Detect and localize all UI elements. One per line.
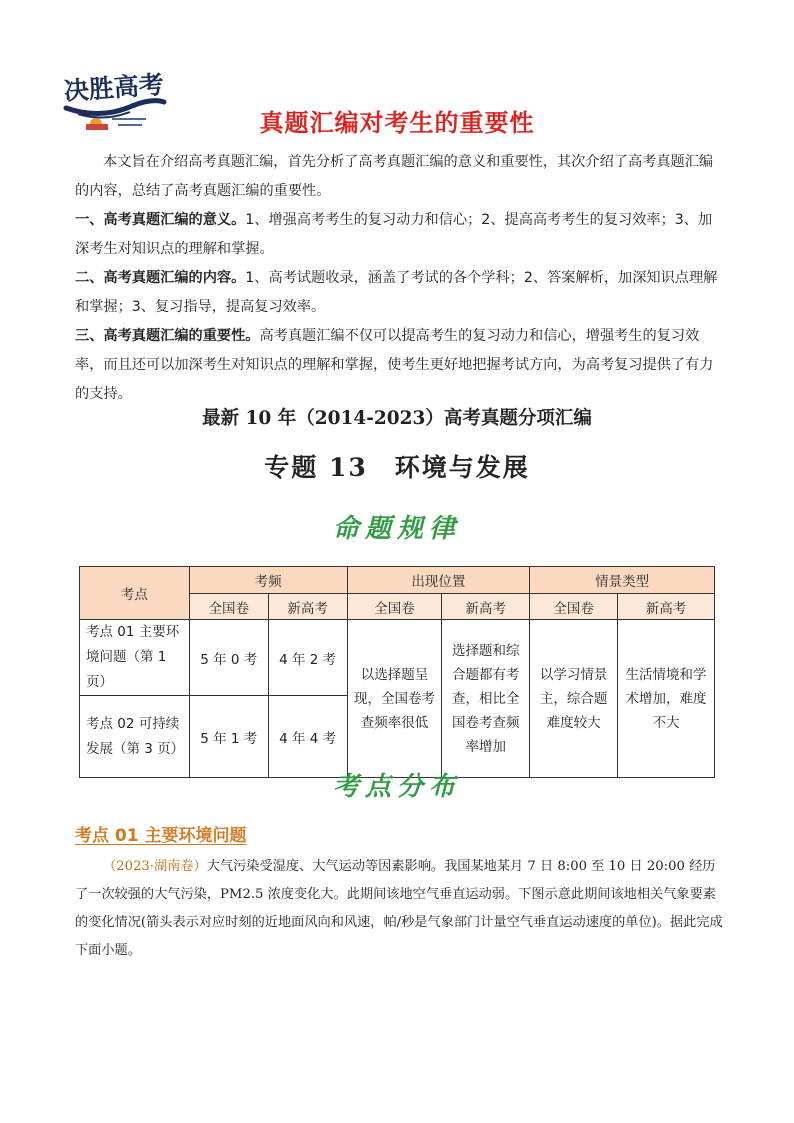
header-frequency: 考频 [189, 567, 347, 594]
freq-new-cell: 4 年 4 考 [268, 696, 347, 778]
summary-block [75, 148, 725, 409]
section-title-rules: 命题规律 [332, 514, 461, 544]
subheader-new: 新高考 [442, 594, 530, 620]
question-source: （2023·湖南卷） [103, 859, 207, 874]
topic-title: 专题 13 环境与发展 [264, 453, 530, 482]
header-position: 出现位置 [347, 567, 530, 594]
point-lead: 三、高考真题汇编的重要性。 [75, 328, 260, 344]
scenario-national-cell: 以学习情景主，综合题难度较大 [530, 620, 618, 778]
collection-subheading: 最新 10 年（2014-2023）高考真题分项汇编 [202, 408, 592, 429]
subheader-national: 全国卷 [347, 594, 442, 620]
header-scenario: 情景类型 [530, 567, 715, 594]
subheader-national: 全国卷 [530, 594, 618, 620]
position-national-cell: 以选择题呈现，全国卷考查频率很低 [347, 620, 442, 778]
freq-national-cell: 5 年 0 考 [189, 620, 268, 696]
subheader-new: 新高考 [618, 594, 715, 620]
scenario-new-cell: 生活情境和学术增加，难度不大 [618, 620, 715, 778]
point-significance [75, 206, 725, 264]
point-content [75, 264, 725, 322]
question-block [75, 853, 725, 965]
svg-text:决胜高考: 决胜高考 [62, 69, 165, 106]
point-lead: 二、高考真题汇编的内容。 [75, 270, 246, 286]
kaodian-cell: 考点 02 可持续发展（第 3 页） [80, 696, 190, 778]
kaodian-01-heading: 考点 01 主要环境问题 [75, 826, 247, 846]
freq-new-cell: 4 年 2 考 [268, 620, 347, 696]
point-lead: 一、高考真题汇编的意义。 [75, 212, 246, 228]
intro-paragraph: 本文旨在介绍高考真题汇编，首先分析了高考真题汇编的意义和重要性，其次介绍了高考真题汇编的内容，总结了高考真题汇编的重要性。 [75, 154, 714, 199]
question-text: 大气污染受湿度、大气运动等因素影响。我国某地某月 7 日 8:00 至 10 日 20:00 经历了一次较强的大气污染，PM2.5 浓度变化大。此期间该地空气垂直运动弱。下图示意此期间该地相关气象要素的变化情况(箭头表示对应时刻的近地面风向和风速，帕/秒是气象部门计量空气垂直运动速度的单位)。据此完成下面小题。 [75, 859, 723, 958]
point-importance [75, 322, 725, 409]
subheader-national: 全国卷 [189, 594, 268, 620]
freq-national-cell: 5 年 1 考 [189, 696, 268, 778]
question-paragraph [75, 853, 725, 965]
position-new-cell: 选择题和综合题都有考查，相比全国卷考查频率增加 [442, 620, 530, 778]
point-text: 1、高考试题收录，涵盖了考试的各个学科；2、答案解析，加深知识点理解和掌握；3、复习指导，提高复习效率。 [75, 270, 718, 315]
document-title: 真题汇编对考生的重要性 [259, 109, 535, 137]
kaodian-cell: 考点 01 主要环境问题（第 1 页） [80, 620, 190, 696]
table-row [80, 620, 715, 696]
header-kaodian: 考点 [80, 567, 190, 620]
section-title-distribution: 考点分布 [332, 772, 461, 802]
point-text: 1、增强高考考生的复习动力和信心；2、提高高考考生的复习效率；3、加深考生对知识点的理解和掌握。 [75, 212, 713, 257]
subheader-new: 新高考 [268, 594, 347, 620]
exam-pattern-table [79, 566, 715, 778]
point-text: 高考真题汇编不仅可以提高考生的复习动力和信心，增强考生的复习效率，而且还可以加深考生对知识点的理解和掌握，使考生更好地把握考试方向，为高考复习提供了有力的支持。 [75, 328, 714, 402]
